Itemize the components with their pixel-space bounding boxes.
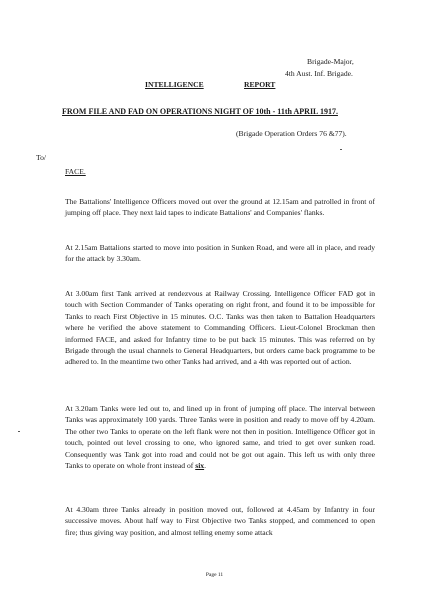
orders-reference: (Brigade Operation Orders 76 &77).: [236, 129, 347, 138]
paragraph-3: At 3.00am first Tank arrived at rendezvous at Railway Crossing. Intelligence Officer FAD got in touch with Section Commander of Tanks operating on right front, and found it to be impossible for Tanks to reach First Objective in 15 minutes. O.C. Tanks was then taken to Battalion Headquarters where he verified the above statement to Commanding Officers. Lieut-Colonel Brockman then informed FACE, and asked for Infantry time to be put back 15 minutes. This was referred on by Brigade through the usual channels to General Headquarters, but orders came back programme to be adhered to. In the meantime two other Tanks had arrived, and a 4th was reported out of action.: [65, 289, 375, 367]
paragraph-4: [65, 403, 375, 471]
report-title-intelligence: INTELLIGENCE: [145, 80, 204, 89]
salutation-to: To/: [36, 153, 47, 162]
scan-speck: [18, 431, 20, 432]
paragraph-5: At 4.30am three Tanks already in position moved out, followed at 4.45am by Infantry in four successive moves. About half way to First Objective two Tanks stopped, and commenced to open fire; thus giving way position, and almost telling enemy some attack: [65, 505, 375, 537]
paragraph-2: At 2.15am Battalions started to move into position in Sunken Road, and were all in place, and ready for the attack by 3.30am.: [65, 243, 375, 264]
page-number: Page 11: [205, 572, 224, 578]
report-subject: FROM FILE AND FAD ON OPERATIONS NIGHT OF 10th - 11th APRIL 1917.: [62, 107, 338, 116]
addressee-line-2: 4th Aust. Inf. Brigade.: [285, 69, 353, 78]
paragraph-4-text: At 3.20am Tanks were led out to, and lined up in front of jumping off place. The interval between Tanks was approximately 100 yards. Three Tanks were in position and ready to move off by 4.20am. The other two Tanks to operate on the left flank were not then in position. Intelligence Officer got in touch, pointed out level crossing to one, who ignored same, and tried to get over sunken road. Consequently was Tank got into road and could not be got out again. This left us with only three Tanks to operate on whole front instead of: [65, 404, 375, 471]
salutation-name: FACE.: [65, 167, 86, 176]
addressee-line-1: Brigade-Major,: [307, 57, 354, 66]
report-title-report: REPORT: [244, 80, 276, 89]
paragraph-1: The Battalions' Intelligence Officers moved out over the ground at 12.15am and patrolled in front of jumping off place. They next laid tapes to indicate Battalions' and Companies' flanks.: [65, 197, 375, 218]
paragraph-4-end: .: [204, 461, 207, 471]
paragraph-4-emphasis: six: [195, 461, 205, 471]
scan-speck: [340, 149, 342, 150]
